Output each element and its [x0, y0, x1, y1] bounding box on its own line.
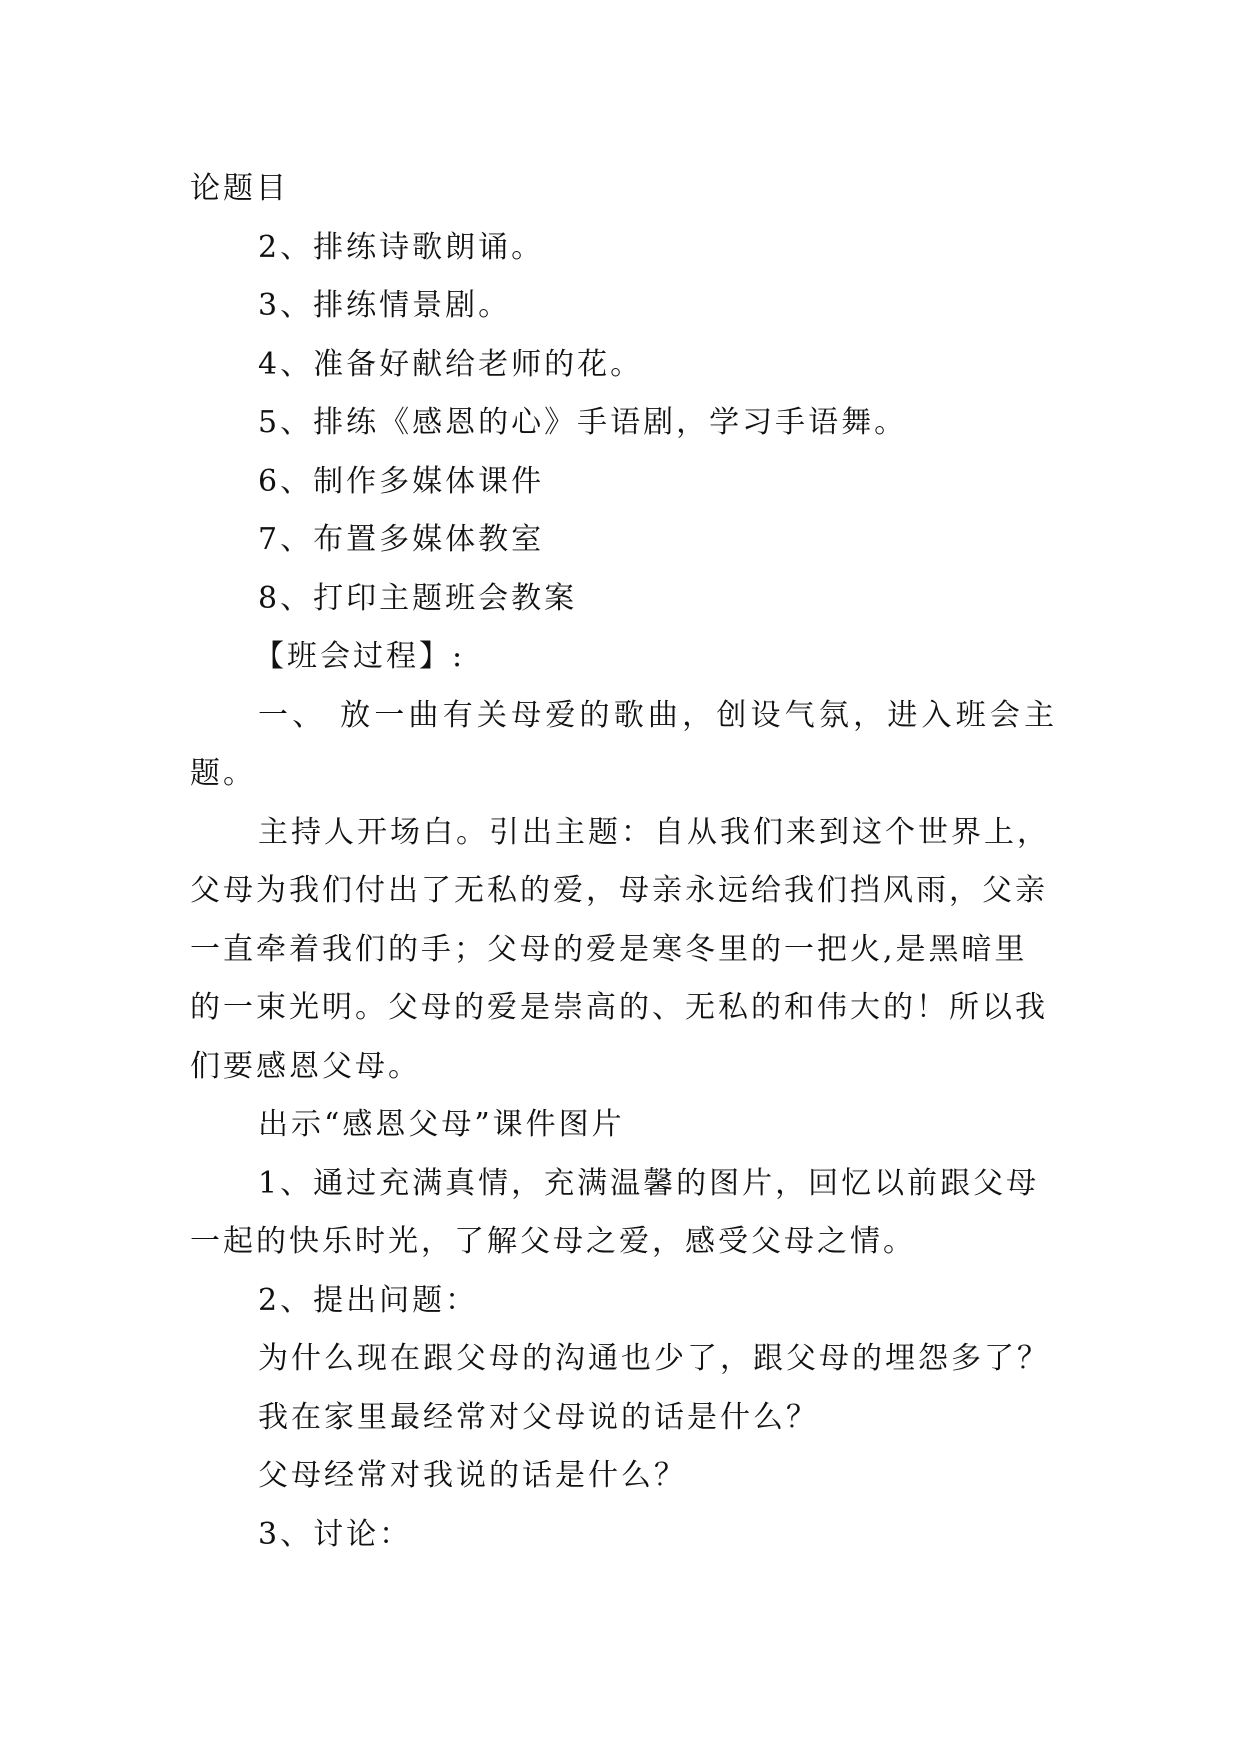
- question-line: 父母经常对我说的话是什么？: [258, 1458, 687, 1493]
- paragraph-line: 的一束光明。父母的爱是崇高的、无私的和伟大的！所以我: [190, 990, 1048, 1025]
- paragraph-line: 一直牵着我们的手；父母的爱是寒冬里的一把火,是黑暗里: [190, 931, 1028, 967]
- list-item: 3、排练情景剧。: [258, 288, 512, 323]
- paragraph-line: 父母为我们付出了无私的爱，母亲永远给我们挡风雨，父亲: [190, 873, 1048, 908]
- list-item: 2、提出问题：: [258, 1282, 479, 1318]
- list-item: 7、布置多媒体教室: [258, 522, 545, 557]
- paragraph-line: 主持人开场白。引出主题：自从我们来到这个世界上，: [258, 814, 1050, 850]
- list-item: 8、打印主题班会教案: [258, 580, 578, 616]
- document-body: [190, 160, 1070, 1564]
- list-item: 6、制作多媒体课件: [258, 463, 545, 499]
- list-item: 3、讨论：: [258, 1516, 413, 1552]
- list-item: 5、排练《感恩的心》手语剧，学习手语舞。: [258, 405, 908, 440]
- paragraph-line: 一、 放一曲有关母爱的歌曲，创设气氛，进入班会主: [258, 697, 1059, 733]
- paragraph-line: 们要感恩父母。: [190, 1048, 421, 1084]
- paragraph-line: 一起的快乐时光，了解父母之爱，感受父母之情。: [190, 1224, 916, 1259]
- list-item: 4、准备好献给老师的花。: [258, 346, 644, 382]
- question-line: 为什么现在跟父母的沟通也少了，跟父母的埋怨多了？: [258, 1341, 1050, 1376]
- paragraph-line: 1、通过充满真情，充满温馨的图片，回忆以前跟父母: [258, 1165, 1040, 1201]
- section-heading: 【班会过程】:: [254, 639, 466, 674]
- paragraph-line: 题。: [190, 756, 256, 791]
- paragraph-line: 出示“感恩父母”课件图片: [258, 1107, 625, 1142]
- text-line: 论题目: [190, 171, 289, 206]
- list-item: 2、排练诗歌朗诵。: [258, 229, 545, 265]
- question-line: 我在家里最经常对父母说的话是什么？: [258, 1399, 819, 1435]
